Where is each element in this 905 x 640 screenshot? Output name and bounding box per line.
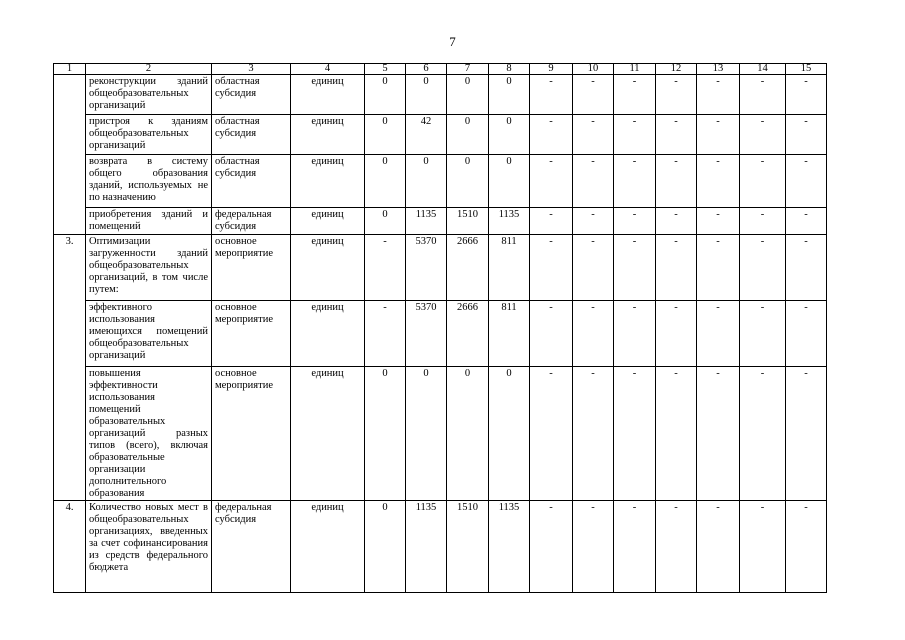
column-number: 6 (406, 64, 447, 75)
value-col9-cell: - (530, 501, 573, 593)
value-col11-cell: - (614, 155, 656, 208)
indicator-name-cell: приобретения зданий и помещений (86, 208, 212, 235)
value-col9-cell: - (530, 155, 573, 208)
column-number-row (54, 64, 827, 75)
value-col15-cell: - (786, 301, 827, 367)
value-col12-cell: - (656, 235, 697, 301)
value-col7-cell: 0 (447, 367, 489, 501)
value-col8-cell: 811 (489, 235, 530, 301)
row-number-cell: 4. (54, 501, 86, 593)
value-col10-cell: - (573, 235, 614, 301)
value-col9-cell: - (530, 301, 573, 367)
value-col12-cell: - (656, 367, 697, 501)
value-col13-cell: - (697, 301, 740, 367)
indicator-name-cell: реконструкции зданий общеобразовательных организаций (86, 75, 212, 115)
value-col5-cell: 0 (365, 155, 406, 208)
table-row (54, 115, 827, 155)
funding-source-cell: областная субсидия (212, 155, 291, 208)
value-col6-cell: 5370 (406, 301, 447, 367)
value-col8-cell: 1135 (489, 208, 530, 235)
table-row (54, 75, 827, 115)
value-col6-cell: 1135 (406, 501, 447, 593)
value-col7-cell: 0 (447, 75, 489, 115)
value-col14-cell: - (740, 115, 786, 155)
value-col13-cell: - (697, 208, 740, 235)
unit-cell: единиц (291, 501, 365, 593)
value-col5-cell: 0 (365, 501, 406, 593)
unit-cell: единиц (291, 115, 365, 155)
value-col6-cell: 5370 (406, 235, 447, 301)
value-col14-cell: - (740, 235, 786, 301)
value-col10-cell: - (573, 155, 614, 208)
value-col15-cell: - (786, 155, 827, 208)
value-col9-cell: - (530, 235, 573, 301)
indicator-name-cell: эффективного использования имеющихся помещений общеобразовательных организаций (86, 301, 212, 367)
value-col11-cell: - (614, 301, 656, 367)
unit-cell: единиц (291, 75, 365, 115)
value-col6-cell: 1135 (406, 208, 447, 235)
value-col13-cell: - (697, 75, 740, 115)
table-row (54, 208, 827, 235)
value-col7-cell: 0 (447, 155, 489, 208)
value-col14-cell: - (740, 301, 786, 367)
value-col5-cell: - (365, 301, 406, 367)
value-col14-cell: - (740, 501, 786, 593)
value-col8-cell: 0 (489, 75, 530, 115)
value-col8-cell: 0 (489, 367, 530, 501)
funding-source-cell: федеральная субсидия (212, 501, 291, 593)
value-col12-cell: - (656, 501, 697, 593)
table-row (54, 501, 827, 593)
value-col9-cell: - (530, 208, 573, 235)
value-col13-cell: - (697, 501, 740, 593)
value-col11-cell: - (614, 75, 656, 115)
value-col10-cell: - (573, 367, 614, 501)
value-col13-cell: - (697, 115, 740, 155)
value-col6-cell: 0 (406, 367, 447, 501)
value-col5-cell: 0 (365, 115, 406, 155)
indicator-name-cell: возврата в систему общего образования зданий, используемых не по назначению (86, 155, 212, 208)
value-col9-cell: - (530, 115, 573, 155)
column-number: 11 (614, 64, 656, 75)
value-col10-cell: - (573, 75, 614, 115)
value-col6-cell: 0 (406, 155, 447, 208)
funding-source-cell: областная субсидия (212, 75, 291, 115)
value-col5-cell: 0 (365, 208, 406, 235)
table-row (54, 155, 827, 208)
unit-cell: единиц (291, 208, 365, 235)
column-number: 1 (54, 64, 86, 75)
value-col14-cell: - (740, 155, 786, 208)
value-col6-cell: 42 (406, 115, 447, 155)
value-col10-cell: - (573, 115, 614, 155)
column-number: 9 (530, 64, 573, 75)
value-col9-cell: - (530, 75, 573, 115)
column-number: 8 (489, 64, 530, 75)
column-number: 14 (740, 64, 786, 75)
value-col12-cell: - (656, 301, 697, 367)
value-col13-cell: - (697, 235, 740, 301)
funding-source-cell: областная субсидия (212, 115, 291, 155)
value-col11-cell: - (614, 501, 656, 593)
column-number: 13 (697, 64, 740, 75)
value-col10-cell: - (573, 501, 614, 593)
value-col13-cell: - (697, 155, 740, 208)
value-col8-cell: 0 (489, 155, 530, 208)
value-col11-cell: - (614, 208, 656, 235)
value-col14-cell: - (740, 208, 786, 235)
value-col12-cell: - (656, 75, 697, 115)
value-col10-cell: - (573, 301, 614, 367)
value-col5-cell: 0 (365, 75, 406, 115)
value-col7-cell: 2666 (447, 235, 489, 301)
value-col8-cell: 811 (489, 301, 530, 367)
column-number: 10 (573, 64, 614, 75)
value-col15-cell: - (786, 367, 827, 501)
value-col7-cell: 1510 (447, 501, 489, 593)
value-col15-cell: - (786, 75, 827, 115)
value-col15-cell: - (786, 235, 827, 301)
indicator-name-cell: повышения эффективности использования помещений образовательных организаций разных типов (всего), включая образовательные организации дополнительного образования (86, 367, 212, 501)
indicator-name-cell: Оптимизации загруженности зданий общеобразовательных организаций, в том числе путем: (86, 235, 212, 301)
row-number-cell: 3. (54, 235, 86, 501)
funding-source-cell: основное мероприятие (212, 301, 291, 367)
unit-cell: единиц (291, 301, 365, 367)
value-col11-cell: - (614, 367, 656, 501)
column-number: 3 (212, 64, 291, 75)
table-row (54, 235, 827, 301)
funding-source-cell: основное мероприятие (212, 367, 291, 501)
page-number: 7 (449, 34, 456, 49)
column-number: 4 (291, 64, 365, 75)
value-col9-cell: - (530, 367, 573, 501)
value-col14-cell: - (740, 75, 786, 115)
unit-cell: единиц (291, 235, 365, 301)
unit-cell: единиц (291, 155, 365, 208)
funding-source-cell: федеральная субсидия (212, 208, 291, 235)
value-col8-cell: 0 (489, 115, 530, 155)
table-row (54, 367, 827, 501)
value-col11-cell: - (614, 115, 656, 155)
column-number: 12 (656, 64, 697, 75)
unit-cell: единиц (291, 367, 365, 501)
value-col7-cell: 2666 (447, 301, 489, 367)
value-col10-cell: - (573, 208, 614, 235)
value-col12-cell: - (656, 208, 697, 235)
value-col5-cell: 0 (365, 367, 406, 501)
table-row (54, 301, 827, 367)
value-col5-cell: - (365, 235, 406, 301)
funding-source-cell: основное мероприятие (212, 235, 291, 301)
value-col7-cell: 1510 (447, 208, 489, 235)
value-col8-cell: 1135 (489, 501, 530, 593)
column-number: 15 (786, 64, 827, 75)
value-col6-cell: 0 (406, 75, 447, 115)
row-number-cell (54, 75, 86, 235)
value-col12-cell: - (656, 155, 697, 208)
value-col13-cell: - (697, 367, 740, 501)
value-col15-cell: - (786, 501, 827, 593)
column-number: 2 (86, 64, 212, 75)
value-col15-cell: - (786, 208, 827, 235)
indicator-name-cell: пристроя к зданиям общеобразовательных организаций (86, 115, 212, 155)
value-col11-cell: - (614, 235, 656, 301)
value-col7-cell: 0 (447, 115, 489, 155)
column-number: 7 (447, 64, 489, 75)
indicators-table (53, 63, 827, 593)
column-number: 5 (365, 64, 406, 75)
value-col12-cell: - (656, 115, 697, 155)
value-col15-cell: - (786, 115, 827, 155)
value-col14-cell: - (740, 367, 786, 501)
indicator-name-cell: Количество новых мест в общеобразовательных организациях, введенных за счет софинансирования из средств федерального бюджета (86, 501, 212, 593)
